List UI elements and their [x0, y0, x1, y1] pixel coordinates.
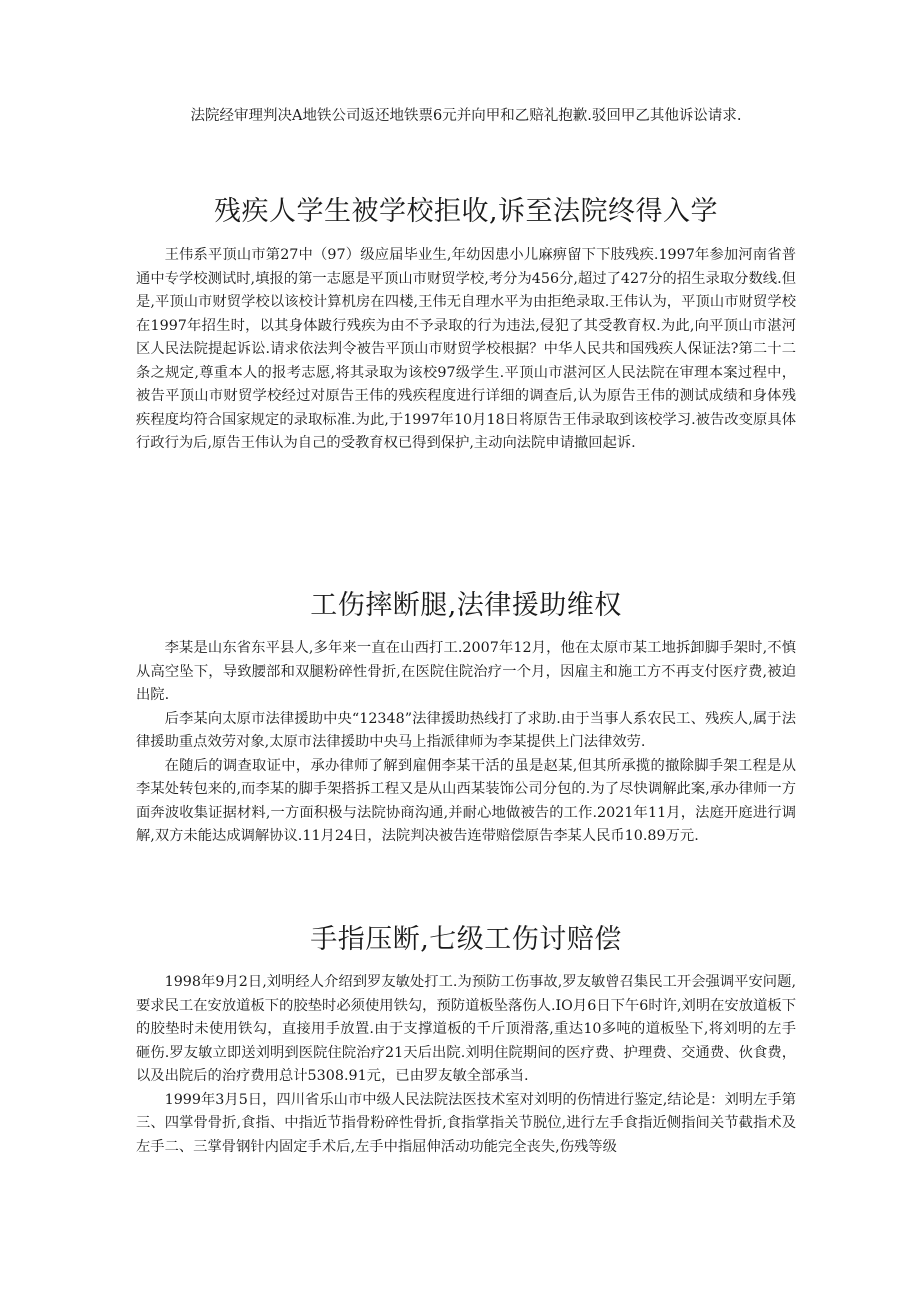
section-paragraph: 王伟系平顶山市第27中（97）级应届毕业生,年幼因患小儿麻痹留下下肢残疾.1997年参加河南省普通中专学校测试时,填报的第一志愿是平顶山市财贸学校,考分为456分,超过了427分的招生录取分数线.但是,平顶山市财贸学校以该校计算机房在四楼,王伟无自理水平为由拒绝录取.王伟认为，平顶山市财贸学校在1997年招生时，以其身体跛行残疾为由不予录取的行为违法,侵犯了其受教育权.为此,向平顶山市湛河区人民法院提起诉讼.请求依法判令被告平顶山市财贸学校根据？中华人民共和国残疾人保证法?第二十二条之规定,尊重本人的报考志愿,将其录取为该校97级学生.平顶山市湛河区人民法院在审理本案过程中，被告平顶山市财贸学校经过对原告王伟的残疾程度进行详细的调查后,认为原告王伟的测试成绩和身体残疾程度均符合国家规定的录取标准.为此,于1997年10月18日将原告王伟录取到该校学习.被告改变原具体行政行为后,原告王伟认为自己的受教育权已得到保护,主动向法院申请撤回起诉. — [136, 247, 796, 451]
section-title: 残疾人学生被学校拒收,诉至法院终得入学 — [213, 196, 719, 227]
lead-paragraph: 法院经审理判决A地铁公司返还地铁票6元并向甲和乙赔礼抱歉.驳回甲乙其他诉讼请求. — [190, 108, 742, 124]
section-paragraph: 1998年9月2日,刘明经人介绍到罗友敏处打工.为预防工伤事故,罗友敏曾召集民工开会强调平安问题,要求民工在安放道板下的胶垫时必须使用铁勾，预防道板坠落伤人.IO月6日下午6时许,刘明在安放道板下的胶垫时未使用铁勾，直接用手放置.由于支撑道板的千斤顶滑落,重达10多吨的道板坠下,将刘明的左手砸伤.罗友敏立即送刘明到医院住院治疗21天后出院.刘明住院期间的医疗费、护理费、交通费、伙食费，以及出院后的治疗费用总计5308.91元，已由罗友敏全部承当. — [136, 974, 796, 1084]
section-finger-injury — [136, 920, 796, 1159]
section-paragraph: 李某是山东省东平县人,多年来一直在山西打工.2007年12月，他在太原市某工地拆卸脚手架时,不慎从高空坠下，导致腰部和双腿粉碎性骨折,在医院住院治疗一个月，因雇主和施工方不再支付医疗费,被迫出院. — [136, 640, 796, 703]
section-work-injury-leg — [136, 586, 796, 849]
section-paragraph: 在随后的调查取证中，承办律师了解到雇佣李某干活的虽是赵某,但其所承揽的撤除脚手架工程是从李某处转包来的,而李某的脚手架搭拆工程又是从山西某装饰公司分包的.为了尽快调解此案,承办律师一方面奔波收集证据材料,一方面积极与法院协商沟通,并耐心地做被告的工作.2021年11月，法庭开庭进行调解,双方未能达成调解协议.11月24日，法院判决被告连带赔偿原告李某人民币10.89万元. — [136, 757, 796, 844]
section-paragraph: 后李某向太原市法律援助中央“12348”法律援助热线打了求助.由于当事人系农民工、残疾人,属于法律援助重点效劳对象,太原市法律援助中央马上指派律师为李某提供上门法律效劳. — [136, 710, 796, 750]
section-disabled-student — [136, 192, 796, 456]
section-paragraph: 1999年3月5日，四川省乐山市中级人民法院法医技术室对刘明的伤情进行鉴定,结论是：刘明左手第三、四掌骨骨折,食指、中指近节指骨粉碎性骨折,食指掌指关节脱位,进行左手食指近侧指间关节截指术及左手二、三掌骨钢针内固定手术后,左手中指屈伸活动功能完全丧失,伤残等级 — [136, 1091, 796, 1155]
section-title: 工伤摔断腿,法律援助维权 — [310, 590, 622, 621]
section-title: 手指压断,七级工伤讨赔偿 — [310, 924, 622, 955]
